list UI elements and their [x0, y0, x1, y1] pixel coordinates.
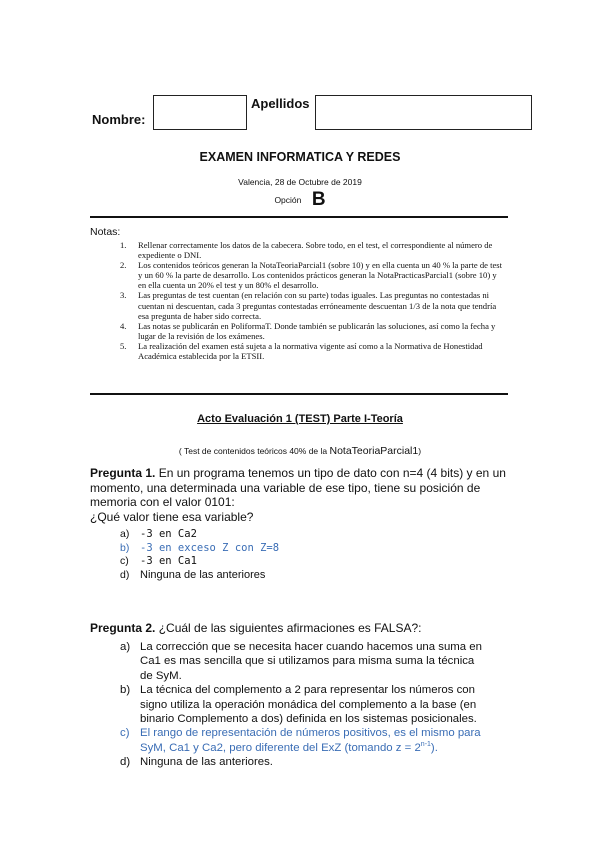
- subtitle-emph: NotaTeoriaParcial1: [329, 445, 419, 457]
- question-1-label: Pregunta 1.: [90, 466, 156, 480]
- section-subtitle: [0, 445, 600, 457]
- note-text: Las notas se publicarán en PoliformaT. Donde también se publicarán las soluciones, así como la fecha y lugar de la revisión de los exámenes.: [138, 320, 496, 341]
- option-text: -3 en Ca1: [140, 555, 197, 568]
- subtitle-suffix: ): [418, 446, 422, 456]
- note-item: [112, 341, 504, 361]
- note-item: [112, 290, 504, 320]
- option-letter: d): [120, 756, 131, 769]
- note-number: 4.: [120, 320, 127, 331]
- divider-bottom: [90, 393, 508, 395]
- note-number: 1.: [120, 240, 127, 250]
- option-text: -3 en exceso Z con Z=8: [140, 541, 280, 554]
- option-letter: a): [120, 528, 130, 540]
- apellidos-label: Apellidos: [251, 96, 310, 111]
- note-item: [112, 240, 504, 260]
- option-superscript: n-1: [420, 741, 431, 749]
- question-1-prompt: ¿Qué valor tiene esa variable?: [90, 509, 254, 524]
- q1-option-c[interactable]: [120, 555, 279, 569]
- exam-title: EXAMEN INFORMATICA Y REDES: [199, 150, 401, 164]
- option-text: Ninguna de las anteriores.: [140, 756, 273, 769]
- note-number: 2.: [120, 260, 127, 271]
- note-text: La realización del examen está sujeta a la normativa vigente así como a la Normativa de Honestidad Académica establecida por la ETSII.: [138, 340, 483, 362]
- question-1: [90, 466, 510, 524]
- question-1-options: [120, 528, 279, 582]
- subtitle-prefix: ( Test de contenidos teóricos 40% de la: [178, 446, 330, 456]
- note-item: [112, 260, 504, 290]
- option-text: La técnica del complemento a 2 para representar los números con signo utiliza la operación monádica del complemento a la base (en binario Complemento a dos) definida en los sistemas posicionales.: [140, 684, 477, 726]
- opcion-row: [0, 189, 600, 211]
- option-letter: d): [120, 568, 130, 581]
- option-text: Ninguna de las anteriores: [140, 568, 266, 581]
- q2-option-a[interactable]: [120, 640, 482, 683]
- note-text: Los contenidos teóricos generan la NotaTeoriaParcial1 (sobre 10) y en ella cuenta un 40 % la parte de test y un 60 % la parte de desarrollo. Los contenidos prácticos generan la NotaPracticasParcial1 (sobre 10) y en ella cuenta un 20% el test y un 80% el desarrollo.: [138, 260, 503, 291]
- note-text: Las preguntas de test cuentan (en relación con su parte) todas iguales. Las preguntas no contestadas ni cuentan ni descuentan, cada 3 preguntas contestadas erróneamente descuentan 1/3 de la nota que tendría esa pregunta de haber sido correcta.: [138, 290, 497, 321]
- nombre-field[interactable]: [153, 95, 247, 130]
- question-2-text: ¿Cuál de las siguientes afirmaciones es FALSA?:: [155, 621, 422, 635]
- notes-list: [112, 240, 504, 361]
- opcion-value: B: [311, 189, 326, 210]
- q1-option-a[interactable]: [120, 528, 279, 542]
- section-title: Acto Evaluación 1 (TEST) Parte I-Teoría: [197, 413, 403, 425]
- note-number: 3.: [120, 290, 127, 301]
- nombre-label: Nombre:: [92, 112, 146, 127]
- q1-option-d[interactable]: [120, 569, 279, 583]
- question-2-options: [120, 640, 482, 770]
- q2-option-c[interactable]: [120, 726, 482, 755]
- question-2: [90, 621, 510, 636]
- question-2-label: Pregunta 2.: [90, 621, 156, 635]
- apellidos-field[interactable]: [315, 95, 532, 130]
- exam-date: Valencia, 28 de Octubre de 2019: [238, 177, 362, 187]
- option-letter: b): [120, 541, 130, 554]
- option-letter: c): [120, 555, 129, 568]
- option-letter: b): [120, 684, 131, 697]
- option-text: -3 en Ca2: [140, 528, 197, 540]
- q2-option-d[interactable]: [120, 755, 482, 769]
- opcion-label: Opción: [274, 195, 302, 205]
- note-number: 5.: [120, 340, 127, 351]
- notes-label: Notas:: [90, 226, 121, 238]
- question-1-text: En un programa tenemos un tipo de dato con n=4 (4 bits) y en un momento, una determinada una variable de ese tipo, tiene su posición de memoria con el valor 0101:: [90, 466, 506, 509]
- option-letter: a): [120, 641, 131, 653]
- note-text: Rellenar correctamente los datos de la cabecera. Sobre todo, en el test, el correspondiente al número de expediente o DNI.: [138, 240, 493, 261]
- option-tail: ).: [430, 741, 438, 754]
- option-text: La corrección que se necesita hacer cuando hacemos una suma en Ca1 es mas sencilla que si utilizamos para misma suma la técnica de SyM.: [140, 641, 482, 682]
- q2-option-b[interactable]: [120, 683, 482, 726]
- option-text: El rango de representación de números positivos, es el mismo para SyM, Ca1 y Ca2, pero diferente del ExZ (tomando z = 2: [140, 727, 481, 754]
- option-letter: c): [120, 727, 130, 740]
- note-item: [112, 321, 504, 341]
- divider-top: [90, 216, 508, 218]
- q1-option-b[interactable]: [120, 542, 279, 556]
